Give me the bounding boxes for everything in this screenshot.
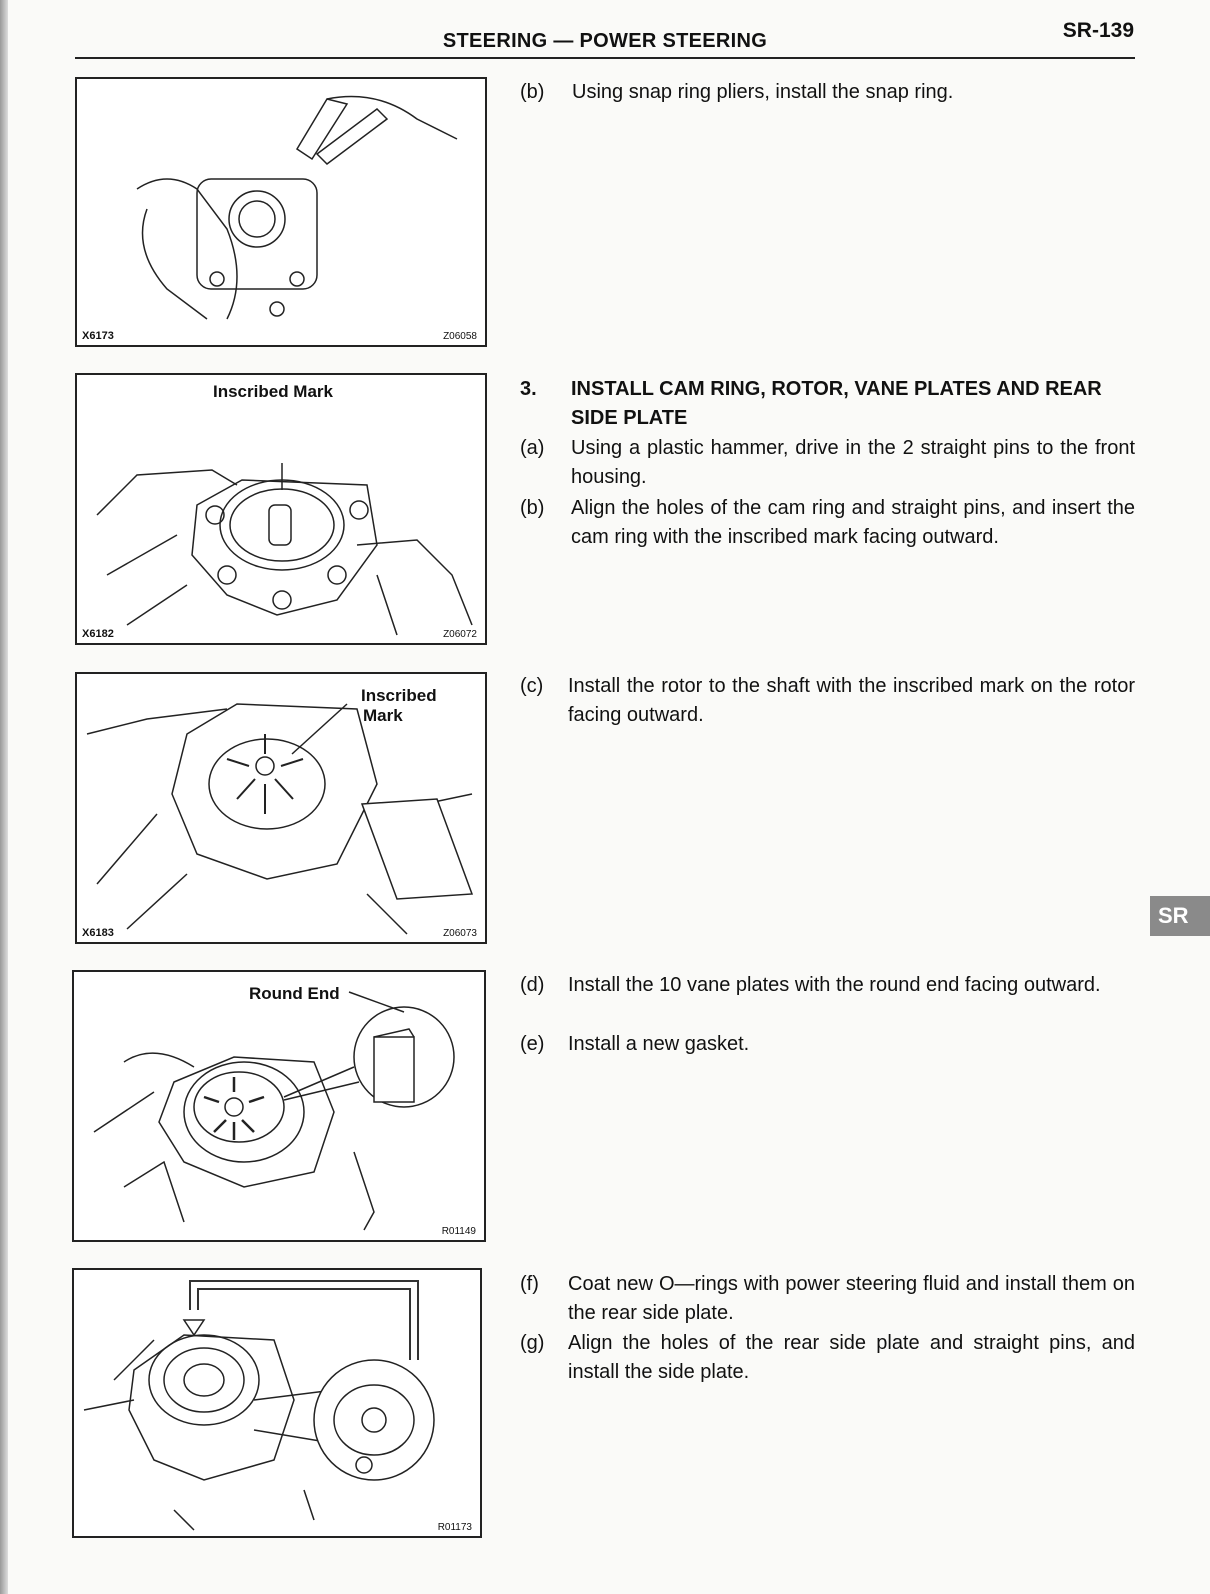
- step-label: (g): [520, 1332, 545, 1354]
- section-title: STEERING — POWER STEERING: [442, 30, 768, 52]
- figure-code: X6173: [82, 330, 114, 342]
- step-text: Using a plastic hammer, drive in the 2 straight pins to the front housing.: [571, 437, 1135, 488]
- step-text: Coat new O—rings with power steering fluid and install them on the rear side plate.: [568, 1273, 1135, 1324]
- scan-edge: [0, 0, 8, 1594]
- step-a-straight-pins: [520, 434, 1135, 492]
- step-text: Align the holes of the cam ring and straight pins, and insert the cam ring with the inscribed mark facing outward.: [571, 497, 1135, 548]
- figure-cam-ring: [75, 373, 487, 645]
- step-text: Using snap ring pliers, install the snap ring.: [572, 81, 954, 103]
- page-number: SR-139: [1062, 19, 1134, 42]
- pump-illustration: [77, 79, 485, 345]
- step-g-side-plate: [520, 1329, 1135, 1387]
- step-b-cam-ring: [520, 494, 1135, 552]
- step-d-vane-plates: [520, 971, 1135, 1000]
- step-label: (b): [520, 497, 545, 519]
- figure-code: X6183: [82, 927, 114, 939]
- vane-plates-illustration: [74, 972, 484, 1240]
- step-c-rotor: [520, 672, 1135, 730]
- rotor-illustration: [77, 674, 485, 942]
- header-rule: [75, 57, 1135, 59]
- figure-id: Z06073: [443, 928, 477, 939]
- step-f-o-rings: [520, 1270, 1135, 1328]
- callout-inscribed: Inscribed: [361, 686, 437, 705]
- callout-round-end: Round End: [249, 984, 340, 1003]
- figure-id: Z06072: [443, 629, 477, 640]
- figure-rotor: [75, 672, 487, 944]
- figure-vane-plates: [72, 970, 486, 1242]
- step-label: (f): [520, 1273, 539, 1295]
- callout-mark: Mark: [363, 706, 403, 725]
- figure-id: R01173: [437, 1522, 472, 1533]
- step-heading-text: INSTALL CAM RING, ROTOR, VANE PLATES AND REAR SIDE PLATE: [571, 378, 1102, 429]
- step-text: Align the holes of the rear side plate and straight pins, and install the side plate.: [568, 1332, 1135, 1383]
- step-label: (a): [520, 437, 545, 459]
- callout-inscribed-mark: Inscribed Mark: [213, 382, 333, 401]
- step-text: Install a new gasket.: [568, 1033, 750, 1055]
- figure-id: Z06058: [443, 331, 477, 342]
- figure-rear-side-plate: [72, 1268, 482, 1538]
- step-label: (c): [520, 675, 544, 697]
- figure-snap-ring-pliers: [75, 77, 487, 347]
- step-label: (b): [520, 81, 545, 103]
- step-text: Install the rotor to the shaft with the inscribed mark on the rotor facing outward.: [568, 675, 1135, 726]
- step-number: 3.: [520, 378, 537, 400]
- figure-code: X6182: [82, 628, 114, 640]
- rear-side-plate-illustration: [74, 1270, 480, 1536]
- figure-id: R01149: [441, 1226, 476, 1237]
- step-label: (e): [520, 1033, 545, 1055]
- step-3-heading: [520, 375, 1135, 433]
- step-e-gasket: [520, 1030, 1135, 1059]
- cam-ring-illustration: [77, 375, 485, 643]
- step-text: Install the 10 vane plates with the round end facing outward.: [568, 974, 1101, 996]
- step-b-snap-ring: [520, 78, 1135, 107]
- step-label: (d): [520, 974, 545, 996]
- section-tab: SR: [1150, 896, 1210, 936]
